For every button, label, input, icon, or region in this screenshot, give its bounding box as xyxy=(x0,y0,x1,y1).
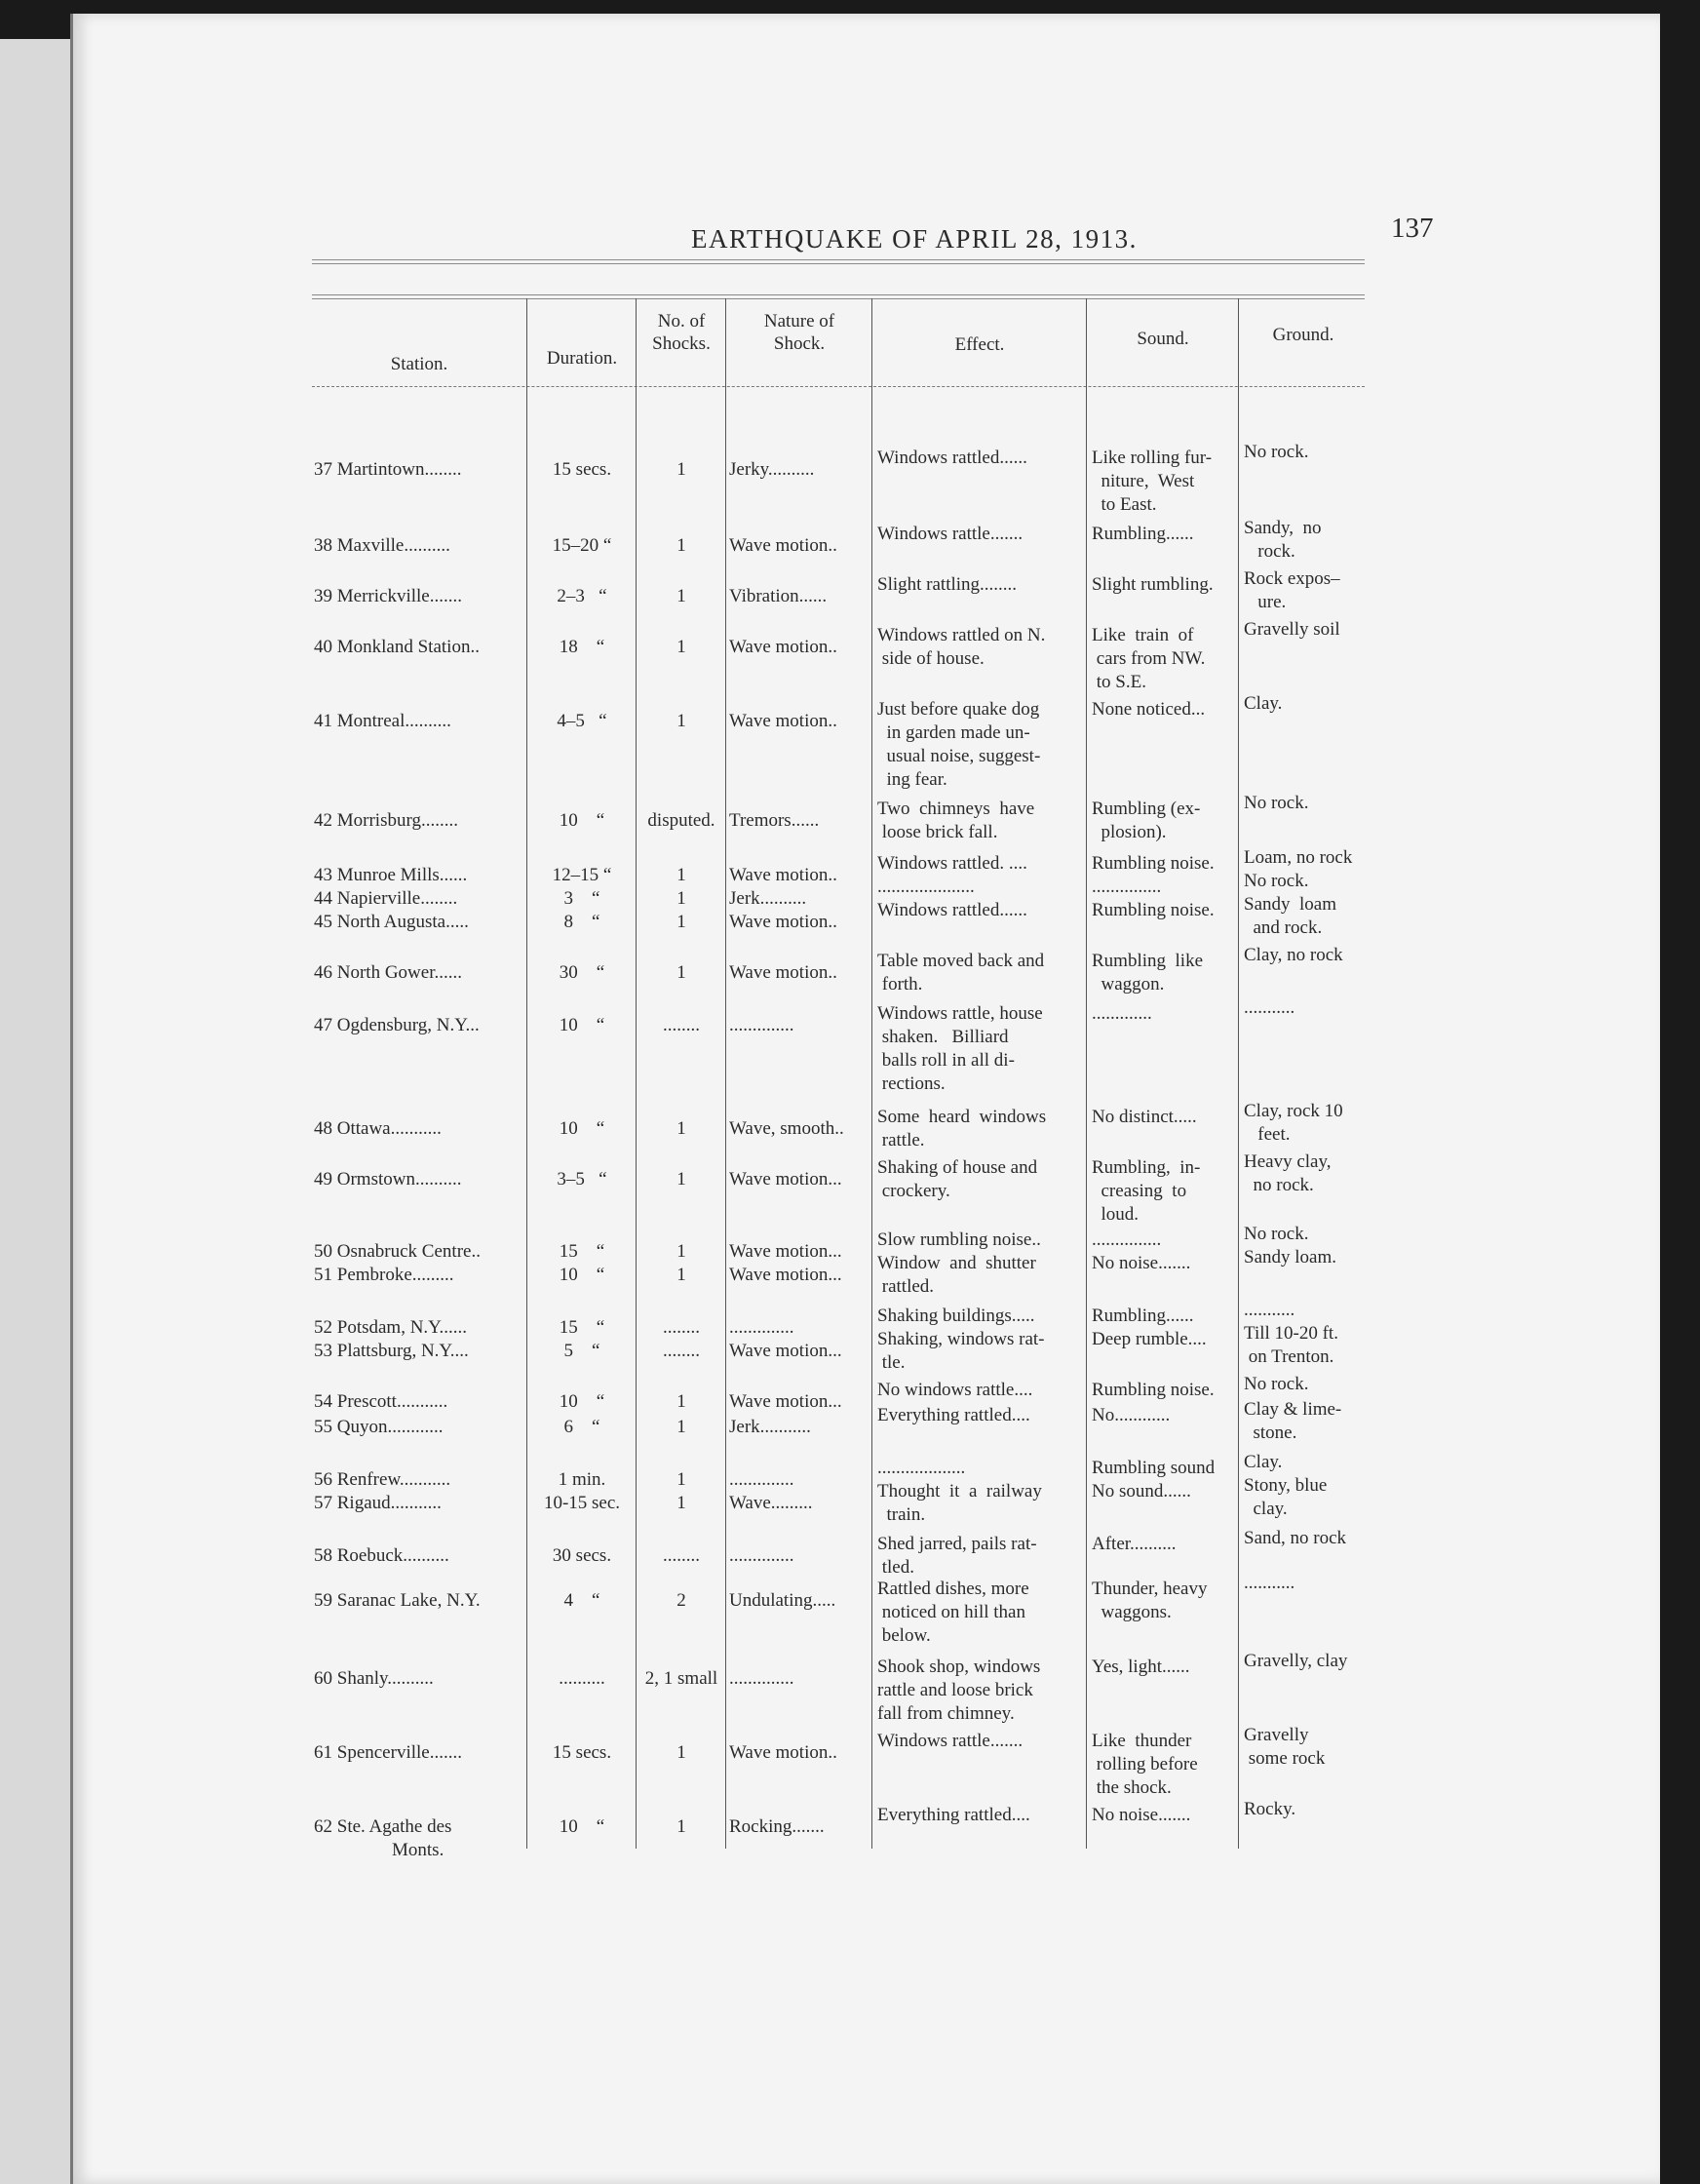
effect-line: Rattled dishes, more xyxy=(877,1579,1029,1599)
nature-value: Wave motion... xyxy=(729,1391,842,1412)
effect-line: in garden made un- xyxy=(877,722,1030,743)
effect-line: ................... xyxy=(877,1458,966,1478)
effect-line: tled. xyxy=(877,1557,914,1578)
duration-value: 4 “ xyxy=(563,1590,600,1611)
ground-line: No rock. xyxy=(1244,871,1309,891)
effect-line: forth. xyxy=(877,974,923,994)
effect-line: Windows rattled...... xyxy=(877,448,1027,468)
ground-line: Gravelly xyxy=(1244,1725,1309,1745)
duration-value: 30 secs. xyxy=(552,1545,612,1566)
station-name: 61 Spencerville....... xyxy=(314,1742,462,1763)
sound-line: to S.E. xyxy=(1092,672,1146,692)
nature-value: Wave motion... xyxy=(729,1169,842,1190)
ground-line: Sandy loam. xyxy=(1244,1247,1336,1268)
shocks-value: ........ xyxy=(663,1545,700,1566)
effect-line: tle. xyxy=(877,1352,906,1373)
ground-line: No rock. xyxy=(1244,793,1309,813)
effect-line: side of house. xyxy=(877,648,985,669)
ground-line: Rock expos– xyxy=(1244,568,1340,589)
sound-line: waggon. xyxy=(1092,974,1165,994)
sound-line: cars from NW. xyxy=(1092,648,1206,669)
sound-line: Like train of xyxy=(1092,625,1194,645)
nature-value: Wave motion... xyxy=(729,1241,842,1262)
station-name: 55 Quyon............ xyxy=(314,1417,444,1437)
duration-value: 10 “ xyxy=(559,810,605,831)
ground-line: Clay, rock 10 xyxy=(1244,1101,1343,1121)
duration-value: 6 “ xyxy=(563,1417,600,1437)
header-nature-line: Nature of xyxy=(763,311,835,332)
shocks-value: ........ xyxy=(663,1341,700,1361)
sound-line: Thunder, heavy xyxy=(1092,1579,1208,1599)
shocks-value: disputed. xyxy=(647,810,715,831)
effect-line: Windows rattle....... xyxy=(877,524,1024,544)
sound-line: Rumbling...... xyxy=(1092,524,1194,544)
effect-line: Windows rattle....... xyxy=(877,1731,1024,1751)
nature-value: Wave motion.. xyxy=(729,912,837,932)
duration-value: 10 “ xyxy=(559,1816,605,1837)
ground-line: Heavy clay, xyxy=(1244,1151,1332,1172)
header-rule xyxy=(312,263,1365,264)
sound-line: Rumbling...... xyxy=(1092,1306,1194,1326)
duration-value: 15 “ xyxy=(559,1241,605,1262)
sound-line: ............... xyxy=(1092,877,1162,897)
sound-line: No distinct..... xyxy=(1092,1107,1197,1127)
effect-line: rections. xyxy=(877,1073,946,1094)
nature-value: Wave motion.. xyxy=(729,962,837,983)
ground-line: Clay & lime- xyxy=(1244,1399,1342,1420)
shocks-value: 2 xyxy=(676,1590,686,1611)
nature-value: .............. xyxy=(729,1545,794,1566)
effect-line: rattled. xyxy=(877,1276,935,1297)
shocks-value: 1 xyxy=(676,1169,686,1190)
nature-value: Vibration...... xyxy=(729,586,828,606)
sound-line: No sound...... xyxy=(1092,1481,1191,1502)
header-ground: Ground. xyxy=(1272,325,1334,345)
header-duration: Duration. xyxy=(546,348,618,369)
ground-line: Rocky. xyxy=(1244,1799,1296,1819)
ground-line: clay. xyxy=(1244,1499,1288,1519)
sound-line: the shock. xyxy=(1092,1777,1172,1798)
station-name: 43 Munroe Mills...... xyxy=(314,865,468,885)
duration-value: 2–3 “ xyxy=(557,586,607,606)
shocks-value: 1 xyxy=(676,865,686,885)
duration-value: 10 “ xyxy=(559,1391,605,1412)
station-name: 58 Roebuck.......... xyxy=(314,1545,449,1566)
effect-line: Slight rattling........ xyxy=(877,574,1018,595)
header-shocks-line: Shocks. xyxy=(652,333,711,354)
sound-line: Rumbling (ex- xyxy=(1092,799,1201,819)
sound-line: Rumbling like xyxy=(1092,951,1203,971)
shocks-value: 1 xyxy=(676,1391,686,1412)
effect-line: Slow rumbling noise.. xyxy=(877,1229,1041,1250)
effect-line: No windows rattle.... xyxy=(877,1380,1033,1400)
shocks-value: 1 xyxy=(676,459,686,480)
nature-value: Wave motion... xyxy=(729,1265,842,1285)
nature-value: Wave motion... xyxy=(729,1341,842,1361)
sound-line: niture, West xyxy=(1092,471,1195,491)
sound-line: Rumbling, in- xyxy=(1092,1157,1201,1178)
nature-value: Wave motion.. xyxy=(729,865,837,885)
duration-value: 3 “ xyxy=(563,888,600,909)
station-name: 39 Merrickville....... xyxy=(314,586,462,606)
ground-line: ........... xyxy=(1244,1573,1295,1593)
ground-line: Clay, no rock xyxy=(1244,945,1343,965)
column-separator xyxy=(636,298,637,1849)
station-name: 42 Morrisburg........ xyxy=(314,810,458,831)
shocks-value: 1 xyxy=(676,1469,686,1490)
effect-line: crockery. xyxy=(877,1181,950,1201)
effect-line: Windows rattle, house xyxy=(877,1003,1043,1024)
shocks-value: 1 xyxy=(676,1742,686,1763)
effect-line: rattle. xyxy=(877,1130,925,1150)
nature-value: Wave motion.. xyxy=(729,637,837,657)
sound-line: Like thunder xyxy=(1092,1731,1192,1751)
column-separator xyxy=(725,298,726,1849)
shocks-value: 1 xyxy=(676,1241,686,1262)
header-nature-line: Shock. xyxy=(773,333,826,354)
sound-line: Rumbling noise. xyxy=(1092,900,1215,920)
effect-line: Shaking of house and xyxy=(877,1157,1038,1178)
effect-line: Two chimneys have xyxy=(877,799,1035,819)
column-separator xyxy=(526,298,527,1849)
sound-line: rolling before xyxy=(1092,1754,1198,1774)
shocks-value: 1 xyxy=(676,1417,686,1437)
nature-value: Wave, smooth.. xyxy=(729,1118,844,1139)
nature-value: Tremors...... xyxy=(729,810,820,831)
shocks-value: 2, 1 small xyxy=(644,1668,718,1689)
ground-line: stone. xyxy=(1244,1423,1297,1443)
shocks-value: 1 xyxy=(676,1493,686,1513)
ground-line: ........... xyxy=(1244,997,1295,1018)
ground-line: Clay. xyxy=(1244,1452,1283,1472)
sound-line: No............ xyxy=(1092,1405,1171,1425)
effect-line: ..................... xyxy=(877,877,975,897)
duration-value: 15–20 “ xyxy=(552,535,612,556)
duration-value: 12–15 “ xyxy=(552,865,612,885)
effect-line: loose brick fall. xyxy=(877,822,998,842)
effect-line: Just before quake dog xyxy=(877,699,1040,720)
effect-line: Shaking, windows rat- xyxy=(877,1329,1045,1349)
header-shocks xyxy=(638,310,725,355)
station-name: 57 Rigaud........... xyxy=(314,1493,442,1513)
nature-value: Wave motion.. xyxy=(729,1742,837,1763)
nature-value: Wave motion.. xyxy=(729,711,837,731)
ground-line: Loam, no rock xyxy=(1244,847,1353,868)
duration-value: .......... xyxy=(559,1668,605,1689)
ground-line: ........... xyxy=(1244,1300,1295,1320)
shocks-value: 1 xyxy=(676,711,686,731)
header-nature xyxy=(727,310,871,355)
effect-line: Shed jarred, pails rat- xyxy=(877,1534,1037,1554)
effect-line: Everything rattled.... xyxy=(877,1805,1030,1825)
shocks-value: 1 xyxy=(676,1118,686,1139)
station-name: 50 Osnabruck Centre.. xyxy=(314,1241,481,1262)
ground-line: Sandy, no xyxy=(1244,518,1322,538)
shocks-value: 1 xyxy=(676,912,686,932)
duration-value: 8 “ xyxy=(563,912,600,932)
ground-line: Stony, blue xyxy=(1244,1475,1328,1496)
effect-line: balls roll in all di- xyxy=(877,1050,1015,1071)
header-effect: Effect. xyxy=(954,334,1005,355)
nature-value: Wave......... xyxy=(729,1493,813,1513)
duration-value: 18 “ xyxy=(559,637,605,657)
effect-line: usual noise, suggest- xyxy=(877,746,1041,766)
effect-line: Shook shop, windows xyxy=(877,1657,1041,1677)
nature-value: .............. xyxy=(729,1015,794,1035)
station-name: 53 Plattsburg, N.Y.... xyxy=(314,1341,469,1361)
ground-line: on Trenton. xyxy=(1244,1346,1334,1367)
header-bottom-rule xyxy=(312,386,1365,387)
duration-value: 1 min. xyxy=(558,1469,606,1490)
sound-line: Rumbling noise. xyxy=(1092,1380,1215,1400)
shocks-value: 1 xyxy=(676,1816,686,1837)
sound-line: Like rolling fur- xyxy=(1092,448,1213,468)
table-top-rule xyxy=(312,294,1365,295)
effect-line: train. xyxy=(877,1504,926,1525)
sound-line: ............... xyxy=(1092,1229,1162,1250)
sound-line: After.......... xyxy=(1092,1534,1177,1554)
nature-value: Rocking....... xyxy=(729,1816,825,1837)
nature-value: Jerky.......... xyxy=(729,459,815,480)
ground-line: and rock. xyxy=(1244,917,1323,938)
nature-value: .............. xyxy=(729,1317,794,1338)
station-name: 46 North Gower...... xyxy=(314,962,462,983)
station-name: 47 Ogdensburg, N.Y... xyxy=(314,1015,480,1035)
station-name: 59 Saranac Lake, N.Y. xyxy=(314,1590,481,1611)
ground-line: rock. xyxy=(1244,541,1295,562)
sound-line: No noise....... xyxy=(1092,1805,1191,1825)
sound-line: None noticed... xyxy=(1092,699,1206,720)
station-name: 62 Ste. Agathe des xyxy=(314,1816,452,1837)
duration-value: 5 “ xyxy=(563,1341,600,1361)
nature-value: Wave motion.. xyxy=(729,535,837,556)
sound-line: waggons. xyxy=(1092,1602,1172,1622)
effect-line: rattle and loose brick xyxy=(877,1680,1033,1700)
shocks-value: 1 xyxy=(676,1265,686,1285)
station-name: 51 Pembroke......... xyxy=(314,1265,454,1285)
sound-line: to East. xyxy=(1092,494,1157,515)
station-name: 60 Shanly.......... xyxy=(314,1668,434,1689)
duration-value: 10 “ xyxy=(559,1015,605,1035)
page-number: 137 xyxy=(1391,213,1434,244)
duration-value: 15 secs. xyxy=(552,459,612,480)
ground-line: Till 10-20 ft. xyxy=(1244,1323,1338,1344)
ground-line: Gravelly, clay xyxy=(1244,1651,1348,1671)
shocks-value: 1 xyxy=(676,962,686,983)
sound-line: plosion). xyxy=(1092,822,1167,842)
duration-value: 15 “ xyxy=(559,1317,605,1338)
column-separator xyxy=(1238,298,1239,1849)
nature-value: Jerk........... xyxy=(729,1417,811,1437)
ground-line: Clay. xyxy=(1244,693,1283,714)
ground-line: feet. xyxy=(1244,1124,1291,1145)
page-title: EARTHQUAKE OF APRIL 28, 1913. xyxy=(691,224,1138,254)
station-name: 38 Maxville.......... xyxy=(314,535,450,556)
nature-value: Jerk.......... xyxy=(729,888,807,909)
nature-value: .............. xyxy=(729,1668,794,1689)
station-name: 48 Ottawa........... xyxy=(314,1118,442,1139)
station-name: 45 North Augusta..... xyxy=(314,912,469,932)
column-separator xyxy=(871,298,872,1849)
effect-line: Windows rattled...... xyxy=(877,900,1027,920)
effect-line: Windows rattled. .... xyxy=(877,853,1027,874)
duration-value: 10 “ xyxy=(559,1118,605,1139)
sound-line: loud. xyxy=(1092,1204,1140,1225)
effect-line: ing fear. xyxy=(877,769,947,790)
ground-line: No rock. xyxy=(1244,442,1309,462)
effect-line: Thought it a railway xyxy=(877,1481,1042,1502)
ground-line: no rock. xyxy=(1244,1175,1314,1195)
station-name: 41 Montreal.......... xyxy=(314,711,451,731)
duration-value: 10 “ xyxy=(559,1265,605,1285)
effect-line: shaken. Billiard xyxy=(877,1027,1009,1047)
shocks-value: 1 xyxy=(676,535,686,556)
ground-line: No rock. xyxy=(1244,1224,1309,1244)
ground-line: Sand, no rock xyxy=(1244,1528,1347,1548)
duration-value: 10-15 sec. xyxy=(543,1493,621,1513)
header-station: Station. xyxy=(390,354,448,374)
sound-line: creasing to xyxy=(1092,1181,1187,1201)
ground-line: Gravelly soil xyxy=(1244,619,1340,640)
shocks-value: 1 xyxy=(676,888,686,909)
duration-value: 30 “ xyxy=(559,962,605,983)
sound-line: Slight rumbling. xyxy=(1092,574,1214,595)
effect-line: Windows rattled on N. xyxy=(877,625,1046,645)
sound-line: Rumbling sound xyxy=(1092,1458,1216,1478)
header-rule xyxy=(312,259,1365,260)
station-name: 52 Potsdam, N.Y...... xyxy=(314,1317,467,1338)
nature-value: Undulating..... xyxy=(729,1590,836,1611)
sound-line: Yes, light...... xyxy=(1092,1657,1190,1677)
station-name: 54 Prescott........... xyxy=(314,1391,448,1412)
station-name: 56 Renfrew........... xyxy=(314,1469,451,1490)
station-name: 40 Monkland Station.. xyxy=(314,637,480,657)
duration-value: 4–5 “ xyxy=(557,711,607,731)
effect-line: Everything rattled.... xyxy=(877,1405,1030,1425)
ground-line: some rock xyxy=(1244,1748,1326,1769)
shocks-value: 1 xyxy=(676,637,686,657)
station-name: 37 Martintown........ xyxy=(314,459,462,480)
shocks-value: 1 xyxy=(676,586,686,606)
effect-line: fall from chimney. xyxy=(877,1703,1015,1724)
effect-line: Window and shutter xyxy=(877,1253,1036,1273)
station-name: 49 Ormstown.......... xyxy=(314,1169,462,1190)
station-name-cont: Monts. xyxy=(392,1840,444,1860)
duration-value: 15 secs. xyxy=(552,1742,612,1763)
shocks-value: ........ xyxy=(663,1015,700,1035)
ground-line: ure. xyxy=(1244,592,1287,612)
duration-value: 3–5 “ xyxy=(557,1169,607,1190)
header-shocks-line: No. of xyxy=(657,311,706,332)
column-separator xyxy=(1086,298,1087,1849)
effect-line: Shaking buildings..... xyxy=(877,1306,1035,1326)
effect-line: below. xyxy=(877,1625,931,1646)
shocks-value: ........ xyxy=(663,1317,700,1338)
effect-line: Table moved back and xyxy=(877,951,1045,971)
sound-line: Deep rumble.... xyxy=(1092,1329,1207,1349)
sound-line: ............. xyxy=(1092,1003,1152,1024)
ground-line: Sandy loam xyxy=(1244,894,1336,915)
nature-value: .............. xyxy=(729,1469,794,1490)
header-sound: Sound. xyxy=(1137,329,1189,349)
effect-line: Some heard windows xyxy=(877,1107,1047,1127)
table-top-rule xyxy=(312,298,1365,299)
station-name: 44 Napierville........ xyxy=(314,888,458,909)
effect-line: noticed on hill than xyxy=(877,1602,1025,1622)
ground-line: No rock. xyxy=(1244,1374,1309,1394)
sound-line: No noise....... xyxy=(1092,1253,1191,1273)
sound-line: Rumbling noise. xyxy=(1092,853,1215,874)
